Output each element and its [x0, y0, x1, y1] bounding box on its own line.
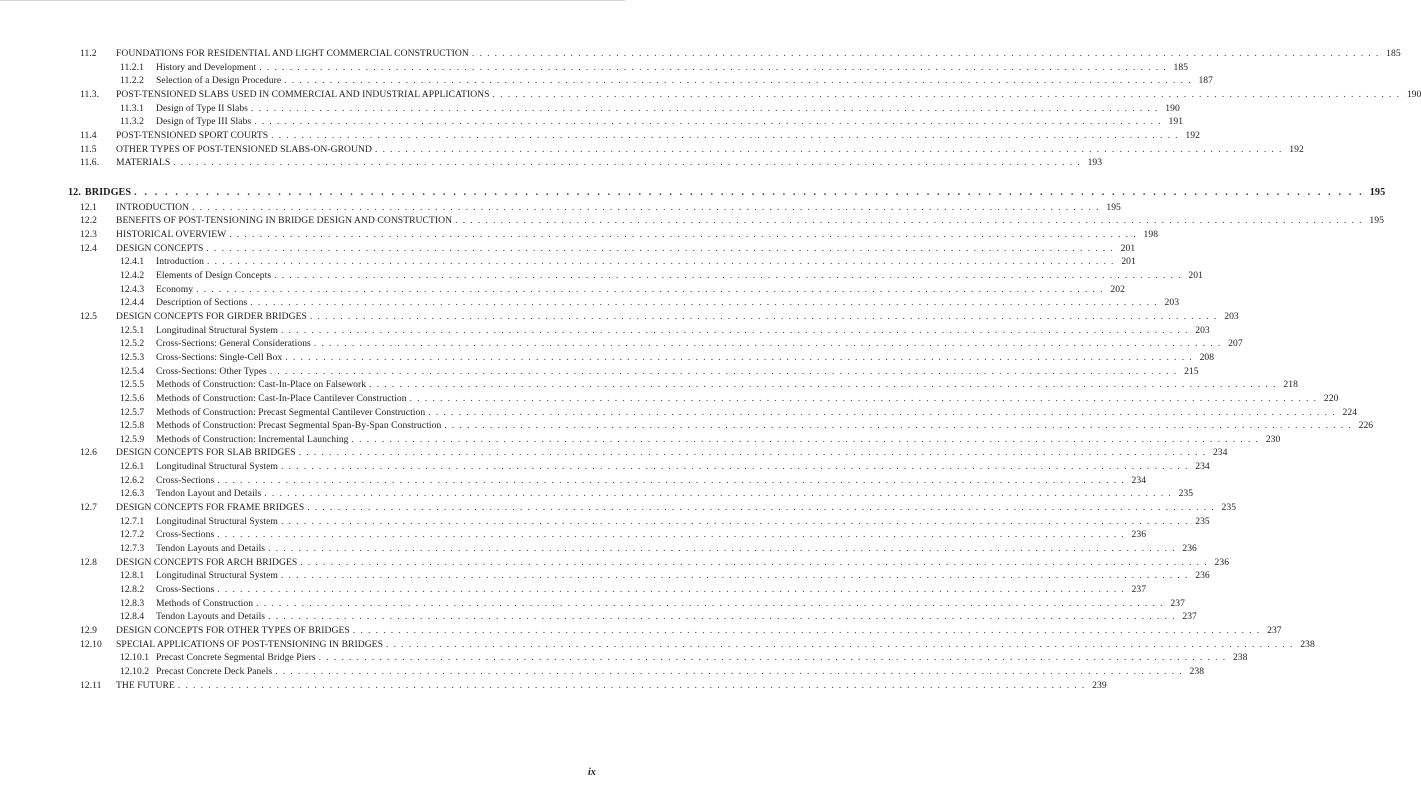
toc-entry-title: Cross-Sections — [156, 584, 215, 595]
toc-section-entry[interactable] — [80, 625, 1282, 637]
toc-entry-number: 12.2 — [80, 215, 97, 226]
dot-leader: . . . . . . . . . . . . . . . . . . . . . . . . . . . . . . . . . . . . . . . . . . . . . . . . . . . . . . . . . . . . . . . . . . . . . . . . . . . . . . . . . . . . . . . . . . . . . . . . . . . . . . . . . . . . . . . . . . . . . . . . — [280, 570, 1189, 581]
page-top-rule — [0, 0, 625, 1]
dot-leader: . . . . . . . . . . . . . . . . . . . . . . . . . . . . . . . . . . . . . . . . . . . . . . . . . . . . . . . . . . . . . . . . . . . . . . . . . . . . . . . . . . . . . . . . . . . . . . . . . . . . . . . . . . . . . . . . . . . . . . . . — [285, 352, 1194, 363]
toc-entry-title: Economy — [156, 284, 194, 295]
toc-entry-title: BENEFITS OF POST-TENSIONING IN BRIDGE DESIGN AND CONSTRUCTION — [116, 215, 453, 226]
toc-entry-title: Methods of Construction — [156, 598, 254, 609]
toc-subsection-entry[interactable] — [120, 75, 1213, 87]
toc-section-entry[interactable] — [80, 243, 1136, 255]
toc-entry-page: 237 — [1170, 598, 1185, 609]
toc-entry-number: 12.5 — [80, 311, 97, 322]
toc-entry-number: 12.4.2 — [120, 270, 145, 281]
toc-entry-number: 12.4.1 — [120, 256, 145, 267]
toc-subsection-entry[interactable] — [120, 284, 1125, 296]
toc-entry-page: 195 — [1106, 202, 1121, 213]
toc-entry-number: 11.2.2 — [120, 75, 144, 86]
toc-entry-page: 237 — [1182, 611, 1197, 622]
toc-section-entry[interactable] — [80, 639, 1315, 651]
toc-entry-page: 236 — [1214, 557, 1230, 568]
toc-entry-title: Introduction — [156, 256, 205, 267]
dot-leader: . . . . . . . . . . . . . . . . . . . . . . . . . . . . . . . . . . . . . . . . . . . . . . . . . . . . . . . . . . . . . . . . . . . . . . . . . . . . . . . . . . . . . . . . . . . . . . . . . . . . . . . . . . . . . . . . . . . . . . . . — [269, 366, 1178, 377]
toc-entry-page: 185 — [1386, 48, 1401, 59]
toc-entry-number: 12.6.1 — [120, 461, 145, 472]
toc-entry-title: Design of Type II Slabs — [156, 103, 248, 114]
toc-entry-page: 190 — [1165, 103, 1180, 114]
dot-leader: . . . . . . . . . . . . . . . . . . . . . . . . . . . . . . . . . . . . . . . . . . . . . . . . . . . . . . . . . . . . . . . . . . . . . . . . . . . . . . . . . . . . . . . . . . . . . . . . . . . . . . . . . . . . . . . . . . . . . . . . — [268, 543, 1176, 554]
dot-leader: . . . . . . . . . . . . . . . . . . . . . . . . . . . . . . . . . . . . . . . . . . . . . . . . . . . . . . . . . . . . . . . . . . . . . . . . . . . . . . . . . . . . . . . . . . . . . . . . . . . . . . . . . . . . . . . . . . . . . . . . — [206, 243, 1115, 254]
toc-entry-number: 12.10.2 — [120, 666, 150, 677]
toc-entry-number: 12.7.3 — [120, 543, 145, 554]
toc-entry-page: 237 — [1131, 584, 1147, 595]
toc-entry-title: DESIGN CONCEPTS — [116, 243, 204, 254]
toc-entry-page: 195 — [1369, 187, 1386, 198]
toc-entry-title: Tendon Layout and Details — [156, 488, 262, 499]
toc-entry-page: 238 — [1232, 652, 1248, 663]
toc-entry-title: Methods of Construction: Precast Segmental Span-By-Span Construction — [156, 420, 442, 431]
toc-entry-number: 11.5 — [80, 144, 97, 155]
toc-entry-title: Tendon Layouts and Details — [156, 543, 266, 554]
toc-subsection-entry[interactable] — [120, 461, 1210, 473]
toc-section-entry[interactable] — [80, 215, 1384, 227]
toc-section-entry[interactable] — [80, 311, 1239, 323]
toc-entry-title: Cross-Sections: Other Types — [156, 366, 267, 377]
toc-entry-page: 235 — [1221, 502, 1237, 513]
toc-entry-title: DESIGN CONCEPTS FOR GIRDER BRIDGES — [116, 311, 307, 322]
toc-entry-number: 12.5.8 — [120, 420, 145, 431]
toc-entry-title: FOUNDATIONS FOR RESIDENTIAL AND LIGHT COMMERCIAL CONSTRUCTION — [116, 48, 469, 59]
dot-leader: . . . . . . . . . . . . . . . . . . . . . . . . . . . . . . . . . . . . . . . . . . . . . . . . . . . . . . . . . . . . . . . . . . . . . . . . . . . . . . . . . . . . . . . . . . . . . . . . . . . . . . . . . . . . . . . . . . . . . . . . — [250, 297, 1159, 308]
toc-entry-page: 215 — [1184, 366, 1199, 377]
toc-subsection-entry[interactable] — [120, 103, 1180, 115]
toc-entry-page: 203 — [1195, 325, 1210, 336]
toc-subsection-entry[interactable] — [120, 270, 1203, 282]
toc-entry-number: 12.11 — [80, 680, 102, 691]
toc-entry-number: 12.7 — [80, 502, 97, 513]
toc-entry-number: 11.4 — [80, 130, 97, 141]
toc-entry-page: 187 — [1198, 75, 1213, 86]
toc-section-entry[interactable] — [80, 48, 1401, 60]
dot-leader: . . . . . . . . . . . . . . . . . . . . . . . . . . . . . . . . . . . . . . . . . . . . . . . . . . . . . . . . . . . . . . . . . . . . . . . . . . . . . . . . . . . . . . . . . . . . . . . . . . . . . . . . . . . . . . . . . . . . . . . . — [217, 529, 1126, 540]
toc-entry-title: Cross-Sections: General Considerations — [156, 338, 311, 349]
toc-entry-title: POST-TENSIONED SPORT COURTS — [116, 130, 269, 141]
toc-subsection-entry[interactable] — [120, 488, 1194, 500]
toc-entry-title: HISTORICAL OVERVIEW — [116, 229, 227, 240]
toc-entry-title: Design of Type III Slabs — [156, 116, 252, 127]
toc-entry-page: 224 — [1342, 407, 1358, 418]
toc-entry-number: 12.5.1 — [120, 325, 145, 336]
toc-entry-page: 201 — [1188, 270, 1203, 281]
toc-subsection-entry[interactable] — [120, 611, 1197, 623]
toc-subsection-entry[interactable] — [120, 529, 1147, 541]
dot-leader: . . . . . . . . . . . . . . . . . . . . . . . . . . . . . . . . . . . . . . . . . . . . . . . . . . . . . . . . . . . . . . . . . . . . . . . . . . . . . . . . . . . . . . . . . . . . . . . . . . . . . . . . . . . . . . . . . . . . . . . . — [280, 325, 1189, 336]
toc-entry-title: Description of Sections — [156, 297, 248, 308]
toc-entry-number: 11.2 — [80, 48, 97, 59]
toc-entry-title: DESIGN CONCEPTS FOR FRAME BRIDGES — [116, 502, 305, 513]
toc-entry-number: 12.5.9 — [120, 434, 145, 445]
toc-entry-number: 12.8.2 — [120, 584, 145, 595]
dot-leader: . . . . . . . . . . . . . . . . . . . . . . . . . . . . . . . . . . . . . . . . . . . . . . . . . . . . . . . . . . . . . . . . . . . . . . . . . . . . . . . . . . . . . . . . . . . . . . . . . . . . . . . . . . . . . . . . . . . . . . . . — [471, 48, 1380, 59]
toc-entry-number: 12.8.4 — [120, 611, 145, 622]
toc-entry-title: History and Development — [156, 62, 257, 73]
toc-subsection-entry[interactable] — [120, 256, 1136, 268]
dot-leader: . . . . . . . . . . . . . . . . . . . . . . . . . . . . . . . . . . . . . . . . . . . . . . . . . . . . . . . . . . . . . . . . . . . . . . . . . . . . . . . . . . . . . . . . . . . . . . . . . . . . . . . . . . . . . . . . . . . . . . . . — [298, 447, 1207, 458]
toc-entry-number: 12.5.6 — [120, 393, 145, 404]
toc-entry-number: 12.8 — [80, 557, 97, 568]
toc-entry-page: 208 — [1199, 352, 1215, 363]
toc-entry-number: 12.4.3 — [120, 284, 145, 295]
toc-subsection-entry[interactable] — [120, 297, 1180, 309]
toc-entry-page: 203 — [1224, 311, 1239, 322]
toc-entry-page: 234 — [1195, 461, 1210, 472]
toc-entry-title: BRIDGES — [84, 187, 132, 198]
dot-leader: . . . . . . . . . . . . . . . . . . . . . . . . . . . . . . . . . . . . . . . . . . . . . . . . . . . . . . . . . . . . . . . . . . . . . . . . . . . . . . . . . . . . . . . . . . . . . . . . . . . . . . . . . . . . . . . . . . . . . . . . — [250, 103, 1159, 114]
toc-entry-page: 226 — [1358, 420, 1374, 431]
toc-entry-page: 201 — [1120, 243, 1136, 254]
dot-leader: . . . . . . . . . . . . . . . . . . . . . . . . . . . . . . . . . . . . . . . . . . . . . . . . . . . . . . . . . . . . . . . . . . . . . . . . . . . . . . . . . . . . . . . . . . . . . . . . . . . . . . . . . . . . . . . . . . . . . . . . — [275, 666, 1184, 677]
toc-subsection-entry[interactable] — [120, 543, 1197, 555]
toc-section-entry[interactable] — [80, 130, 1200, 142]
toc-entry-title: OTHER TYPES OF POST-TENSIONED SLABS-ON-GROUND — [116, 144, 372, 155]
dot-leader: . . . . . . . . . . . . . . . . . . . . . . . . . . . . . . . . . . . . . . . . . . . . . . . . . . . . . . . . . . . . . . . . . . . . . . . . . . . . . . . . . . . . . . . . . . . . . . . . . . . . . . . . . . . . . . . . . . . . . . . . — [351, 434, 1260, 445]
dot-leader: . . . . . . . . . . . . . . . . . . . . . . . . . . . . . . . . . . . . . . . . . . . . . . . . . . . . . . . . . . . . . . . . . . . . . . . . . . . . . . . . . . . . . . . . . . . . . . . . . . . . . . . . . . . . . . . . . . . . . . . . — [254, 116, 1163, 127]
toc-entry-number: 12.6.2 — [120, 475, 145, 486]
toc-section-entry[interactable] — [80, 144, 1304, 156]
toc-entry-page: 218 — [1283, 379, 1298, 390]
toc-section-entry[interactable] — [80, 557, 1230, 569]
toc-entry-title: Precast Concrete Deck Panels — [156, 666, 273, 677]
toc-subsection-entry[interactable] — [120, 666, 1205, 678]
toc-entry-page: 191 — [1168, 116, 1184, 127]
toc-entry-number: 12.5.3 — [120, 352, 145, 363]
dot-leader: . . . . . . . . . . . . . . . . . . . . . . . . . . . . . . . . . . . . . . . . . . . . . . . . . . . . . . . . . . . . . . . . . . . . . . . . . . . . . . . . . . . . . . . . . . . . . . . . . . . . . . . . . . . . . . . . . . . . . . . . — [318, 652, 1227, 663]
toc-entry-number: 12. — [68, 187, 81, 198]
toc-entry-number: 12.7.1 — [120, 516, 145, 527]
dot-leader: . . . . . . . . . . . . . . . . . . . . . . . . . . . . . . . . . . . . . . . . . . . . . . . . . . . . . . . . . . . . . . . . . . . . . . . . . . . . . . . . . . . . . . . . . . . . . . . . . . . . . . . . . . . . . . . . . . . . . . . . — [280, 461, 1189, 472]
toc-entry-page: 193 — [1087, 157, 1103, 168]
toc-subsection-entry[interactable] — [120, 584, 1147, 596]
toc-entry-title: Longitudinal Structural System — [156, 516, 278, 527]
toc-subsection-entry[interactable] — [120, 407, 1358, 419]
toc-subsection-entry[interactable] — [120, 434, 1281, 446]
toc-entry-number: 12.7.2 — [120, 529, 145, 540]
toc-entry-page: 203 — [1164, 297, 1180, 308]
dot-leader: . . . . . . . . . . . . . . . . . . . . . . . . . . . . . . . . . . . . . . . . . . . . . . . . . . . . . . . . . . . . . . . . . . . . . . . . . . . . . . . . . . . . . . . . . . . . . . . . . . . . . . . . . . . . . . . . . . . . . . . . — [409, 393, 1318, 404]
toc-section-entry[interactable] — [80, 502, 1237, 514]
toc-subsection-entry[interactable] — [120, 379, 1298, 391]
toc-subsection-entry[interactable] — [120, 475, 1147, 487]
toc-entry-title: Cross-Sections — [156, 529, 215, 540]
dot-leader: . . . . . . . . . . . . . . . . . . . . . . . . . . . . . . . . . . . . . . . . . . . . . . . . . . . . . . . . . . . . . . . . . . . . . . . . . . . . . . . . . . . . . . . . . . . . . . . . . . . . . . . . . . . . . . . . . . . . . . . . — [492, 89, 1401, 100]
toc-subsection-entry[interactable] — [120, 393, 1339, 405]
toc-entry-title: Longitudinal Structural System — [156, 570, 278, 581]
toc-subsection-entry[interactable] — [120, 366, 1199, 378]
toc-entry-page: 234 — [1131, 475, 1147, 486]
dot-leader: . . . . . . . . . . . . . . . . . . . . . . . . . . . . . . . . . . . . . . . . . . . . . . . . . . . . . . . . . . . . . . . . . . . . . . . . . . . . . . . . . . . . . . . . . . . . . . . . . . . . . . . . . . . . . . . . . . . . . . . . — [217, 475, 1126, 486]
dot-leader: . . . . . . . . . . . . . . . . . . . . . . . . . . . . . . . . . . . . . . . . . . . . . . . . . . . . . . . . . . . . . . . . . . . . . . . . . . . . . . . . . . . . . . . . . . . . . . . . . . . . . . . . . . . . . . . . . . . . . . . . — [307, 502, 1216, 513]
toc-section-entry[interactable] — [80, 202, 1121, 214]
toc-entry-number: 11.3.1 — [120, 103, 144, 114]
dot-leader: . . . . . . . . . . . . . . . . . . . . . . . . . . . . . . . . . . . . . . . . . . . . . . . . . . . . . . . . . . . . . . . . . . . . . . . . . . . . . . . . . . . . . . . . . . . . . . . . . . . . . . . . . . . . . . . . . . . . . . . . — [256, 598, 1164, 609]
toc-entry-page: 234 — [1212, 447, 1228, 458]
toc-entry-title: Cross-Sections — [156, 475, 215, 486]
toc-entry-number: 12.5.5 — [120, 379, 145, 390]
toc-subsection-entry[interactable] — [120, 598, 1185, 610]
dot-leader: . . . . . . . . . . . . . . . . . . . . . . . . . . . . . . . . . . . . . . . . . . . . . . . . . . . . . . . . . . . . . . . . . . . . . . . . . . . . . . . . . . . . . . . . . . . . . . . . . . . . . . . . . . . . . . . . . . . . . . . . — [134, 187, 1365, 198]
toc-entry-number: 12.1 — [80, 202, 97, 213]
toc-subsection-entry[interactable] — [120, 570, 1210, 582]
toc-entry-page: 190 — [1406, 89, 1421, 100]
toc-entry-page: 236 — [1131, 529, 1147, 540]
toc-entry-title: Longitudinal Structural System — [156, 461, 278, 472]
dot-leader: . . . . . . . . . . . . . . . . . . . . . . . . . . . . . . . . . . . . . . . . . . . . . . . . . . . . . . . . . . . . . . . . . . . . . . . . . . . . . . . . . . . . . . . . . . . . . . . . . . . . . . . . . . . . . . . . . . . . . . . . — [264, 488, 1173, 499]
toc-entry-number: 12.3 — [80, 229, 97, 240]
dot-leader: . . . . . . . . . . . . . . . . . . . . . . . . . . . . . . . . . . . . . . . . . . . . . . . . . . . . . . . . . . . . . . . . . . . . . . . . . . . . . . . . . . . . . . . . . . . . . . . . . . . . . . . . . . . . . . . . . . . . . . . . — [284, 75, 1192, 86]
dot-leader: . . . . . . . . . . . . . . . . . . . . . . . . . . . . . . . . . . . . . . . . . . . . . . . . . . . . . . . . . . . . . . . . . . . . . . . . . . . . . . . . . . . . . . . . . . . . . . . . . . . . . . . . . . . . . . . . . . . . . . . . — [309, 311, 1218, 322]
toc-entry-number: 11.3. — [80, 89, 100, 100]
dot-leader: . . . . . . . . . . . . . . . . . . . . . . . . . . . . . . . . . . . . . . . . . . . . . . . . . . . . . . . . . . . . . . . . . . . . . . . . . . . . . . . . . . . . . . . . . . . . . . . . . . . . . . . . . . . . . . . . . . . . . . . . — [385, 639, 1294, 650]
toc-subsection-entry[interactable] — [120, 116, 1184, 128]
toc-entry-page: 195 — [1369, 215, 1384, 226]
toc-entry-title: Precast Concrete Segmental Bridge Piers — [156, 652, 316, 663]
toc-subsection-entry[interactable] — [120, 338, 1243, 350]
toc-subsection-entry[interactable] — [120, 325, 1210, 337]
toc-entry-title: INTRODUCTION — [116, 202, 190, 213]
toc-entry-page: 198 — [1143, 229, 1159, 240]
toc-entry-number: 12.5.4 — [120, 366, 145, 377]
toc-section-entry[interactable] — [80, 89, 1421, 101]
toc-entry-page: 235 — [1178, 488, 1194, 499]
toc-subsection-entry[interactable] — [120, 352, 1215, 364]
toc-section-entry[interactable] — [80, 447, 1228, 459]
toc-entry-title: Selection of a Design Procedure — [156, 75, 282, 86]
toc-entry-title: Cross-Sections: Single-Cell Box — [156, 352, 283, 363]
toc-entry-title: POST-TENSIONED SLABS USED IN COMMERCIAL AND INDUSTRIAL APPLICATIONS — [116, 89, 490, 100]
toc-entry-page: 220 — [1323, 393, 1339, 404]
toc-entry-title: Methods of Construction: Incremental Launching — [156, 434, 349, 445]
toc-entry-number: 12.5.2 — [120, 338, 145, 349]
toc-entry-title: Methods of Construction: Cast-In-Place Cantilever Construction — [156, 393, 407, 404]
toc-section-entry[interactable] — [80, 157, 1103, 169]
toc-section-entry[interactable] — [80, 680, 1107, 692]
dot-leader: . . . . . . . . . . . . . . . . . . . . . . . . . . . . . . . . . . . . . . . . . . . . . . . . . . . . . . . . . . . . . . . . . . . . . . . . . . . . . . . . . . . . . . . . . . . . . . . . . . . . . . . . . . . . . . . . . . . . . . . . — [271, 130, 1179, 141]
toc-entry-number: 12.6 — [80, 447, 97, 458]
toc-entry-title: Methods of Construction: Cast-In-Place on Falsework — [156, 379, 367, 390]
toc-entry-page: 238 — [1300, 639, 1315, 650]
toc-entry-title: Longitudinal Structural System — [156, 325, 278, 336]
toc-entry-page: 238 — [1189, 666, 1205, 677]
dot-leader: . . . . . . . . . . . . . . . . . . . . . . . . . . . . . . . . . . . . . . . . . . . . . . . . . . . . . . . . . . . . . . . . . . . . . . . . . . . . . . . . . . . . . . . . . . . . . . . . . . . . . . . . . . . . . . . . . . . . . . . . — [280, 516, 1189, 527]
dot-leader: . . . . . . . . . . . . . . . . . . . . . . . . . . . . . . . . . . . . . . . . . . . . . . . . . . . . . . . . . . . . . . . . . . . . . . . . . . . . . . . . . . . . . . . . . . . . . . . . . . . . . . . . . . . . . . . . . . . . . . . . — [268, 611, 1176, 622]
toc-subsection-entry[interactable] — [120, 516, 1210, 528]
dot-leader: . . . . . . . . . . . . . . . . . . . . . . . . . . . . . . . . . . . . . . . . . . . . . . . . . . . . . . . . . . . . . . . . . . . . . . . . . . . . . . . . . . . . . . . . . . . . . . . . . . . . . . . . . . . . . . . . . . . . . . . . — [192, 202, 1100, 213]
toc-entry-number: 12.8.1 — [120, 570, 145, 581]
dot-leader: . . . . . . . . . . . . . . . . . . . . . . . . . . . . . . . . . . . . . . . . . . . . . . . . . . . . . . . . . . . . . . . . . . . . . . . . . . . . . . . . . . . . . . . . . . . . . . . . . . . . . . . . . . . . . . . . . . . . . . . . — [369, 379, 1277, 390]
toc-entry-page: 236 — [1182, 543, 1197, 554]
toc-entry-number: 12.9 — [80, 625, 97, 636]
toc-entry-title: SPECIAL APPLICATIONS OF POST-TENSIONING IN BRIDGES — [116, 639, 383, 650]
toc-subsection-entry[interactable] — [120, 62, 1189, 74]
dot-leader: . . . . . . . . . . . . . . . . . . . . . . . . . . . . . . . . . . . . . . . . . . . . . . . . . . . . . . . . . . . . . . . . . . . . . . . . . . . . . . . . . . . . . . . . . . . . . . . . . . . . . . . . . . . . . . . . . . . . . . . . — [444, 420, 1353, 431]
toc-entry-page: 201 — [1121, 256, 1136, 267]
toc-entry-page: 207 — [1228, 338, 1243, 349]
toc-entry-page: 237 — [1267, 625, 1282, 636]
toc-entry-title: Elements of Design Concepts — [156, 270, 272, 281]
toc-entry-number: 12.5.7 — [120, 407, 145, 418]
dot-leader: . . . . . . . . . . . . . . . . . . . . . . . . . . . . . . . . . . . . . . . . . . . . . . . . . . . . . . . . . . . . . . . . . . . . . . . . . . . . . . . . . . . . . . . . . . . . . . . . . . . . . . . . . . . . . . . . . . . . . . . . — [173, 157, 1082, 168]
page-number: ix — [588, 767, 596, 778]
dot-leader: . . . . . . . . . . . . . . . . . . . . . . . . . . . . . . . . . . . . . . . . . . . . . . . . . . . . . . . . . . . . . . . . . . . . . . . . . . . . . . . . . . . . . . . . . . . . . . . . . . . . . . . . . . . . . . . . . . . . . . . . — [455, 215, 1363, 226]
toc-entry-page: 236 — [1195, 570, 1210, 581]
toc-entry-title: THE FUTURE — [116, 680, 175, 691]
toc-entry-number: 11.3.2 — [120, 116, 144, 127]
dot-leader: . . . . . . . . . . . . . . . . . . . . . . . . . . . . . . . . . . . . . . . . . . . . . . . . . . . . . . . . . . . . . . . . . . . . . . . . . . . . . . . . . . . . . . . . . . . . . . . . . . . . . . . . . . . . . . . . . . . . . . . . — [196, 284, 1104, 295]
toc-subsection-entry[interactable] — [120, 420, 1374, 432]
toc-entry-number: 12.10.1 — [120, 652, 150, 663]
toc-entry-page: 239 — [1092, 680, 1107, 691]
dot-leader: . . . . . . . . . . . . . . . . . . . . . . . . . . . . . . . . . . . . . . . . . . . . . . . . . . . . . . . . . . . . . . . . . . . . . . . . . . . . . . . . . . . . . . . . . . . . . . . . . . . . . . . . . . . . . . . . . . . . . . . . — [217, 584, 1126, 595]
toc-entry-page: 202 — [1110, 284, 1125, 295]
dot-leader: . . . . . . . . . . . . . . . . . . . . . . . . . . . . . . . . . . . . . . . . . . . . . . . . . . . . . . . . . . . . . . . . . . . . . . . . . . . . . . . . . . . . . . . . . . . . . . . . . . . . . . . . . . . . . . . . . . . . . . . . — [313, 338, 1222, 349]
toc-entry-title: DESIGN CONCEPTS FOR OTHER TYPES OF BRIDGES — [116, 625, 350, 636]
toc-entry-title: Methods of Construction: Precast Segmental Cantilever Construction — [156, 407, 426, 418]
dot-leader: . . . . . . . . . . . . . . . . . . . . . . . . . . . . . . . . . . . . . . . . . . . . . . . . . . . . . . . . . . . . . . . . . . . . . . . . . . . . . . . . . . . . . . . . . . . . . . . . . . . . . . . . . . . . . . . . . . . . . . . . — [229, 229, 1138, 240]
dot-leader: . . . . . . . . . . . . . . . . . . . . . . . . . . . . . . . . . . . . . . . . . . . . . . . . . . . . . . . . . . . . . . . . . . . . . . . . . . . . . . . . . . . . . . . . . . . . . . . . . . . . . . . . . . . . . . . . . . . . . . . . — [352, 625, 1261, 636]
toc-entry-page: 185 — [1173, 62, 1189, 73]
dot-leader: . . . . . . . . . . . . . . . . . . . . . . . . . . . . . . . . . . . . . . . . . . . . . . . . . . . . . . . . . . . . . . . . . . . . . . . . . . . . . . . . . . . . . . . . . . . . . . . . . . . . . . . . . . . . . . . . . . . . . . . . — [177, 680, 1086, 691]
toc-entry-number: 12.8.3 — [120, 598, 145, 609]
toc-subsection-entry[interactable] — [120, 652, 1248, 664]
toc-chapter-entry[interactable] — [68, 187, 1386, 199]
toc-entry-title: DESIGN CONCEPTS FOR ARCH BRIDGES — [116, 557, 298, 568]
toc-entry-title: Tendon Layouts and Details — [156, 611, 266, 622]
toc-entry-page: 230 — [1265, 434, 1281, 445]
dot-leader: . . . . . . . . . . . . . . . . . . . . . . . . . . . . . . . . . . . . . . . . . . . . . . . . . . . . . . . . . . . . . . . . . . . . . . . . . . . . . . . . . . . . . . . . . . . . . . . . . . . . . . . . . . . . . . . . . . . . . . . . — [274, 270, 1182, 281]
dot-leader: . . . . . . . . . . . . . . . . . . . . . . . . . . . . . . . . . . . . . . . . . . . . . . . . . . . . . . . . . . . . . . . . . . . . . . . . . . . . . . . . . . . . . . . . . . . . . . . . . . . . . . . . . . . . . . . . . . . . . . . . — [374, 144, 1283, 155]
toc-entry-number: 12.4.4 — [120, 297, 145, 308]
toc-entry-number: 12.6.3 — [120, 488, 145, 499]
toc-entry-page: 192 — [1185, 130, 1200, 141]
toc-entry-number: 12.4 — [80, 243, 97, 254]
dot-leader: . . . . . . . . . . . . . . . . . . . . . . . . . . . . . . . . . . . . . . . . . . . . . . . . . . . . . . . . . . . . . . . . . . . . . . . . . . . . . . . . . . . . . . . . . . . . . . . . . . . . . . . . . . . . . . . . . . . . . . . . — [428, 407, 1337, 418]
toc-entry-title: MATERIALS — [116, 157, 171, 168]
toc-entry-number: 11.6. — [80, 157, 100, 168]
toc-entry-number: 11.2.1 — [120, 62, 144, 73]
toc-entry-page: 235 — [1195, 516, 1210, 527]
toc-entry-title: DESIGN CONCEPTS FOR SLAB BRIDGES — [116, 447, 296, 458]
dot-leader: . . . . . . . . . . . . . . . . . . . . . . . . . . . . . . . . . . . . . . . . . . . . . . . . . . . . . . . . . . . . . . . . . . . . . . . . . . . . . . . . . . . . . . . . . . . . . . . . . . . . . . . . . . . . . . . . . . . . . . . . — [259, 62, 1168, 73]
dot-leader: . . . . . . . . . . . . . . . . . . . . . . . . . . . . . . . . . . . . . . . . . . . . . . . . . . . . . . . . . . . . . . . . . . . . . . . . . . . . . . . . . . . . . . . . . . . . . . . . . . . . . . . . . . . . . . . . . . . . . . . . — [300, 557, 1209, 568]
dot-leader: . . . . . . . . . . . . . . . . . . . . . . . . . . . . . . . . . . . . . . . . . . . . . . . . . . . . . . . . . . . . . . . . . . . . . . . . . . . . . . . . . . . . . . . . . . . . . . . . . . . . . . . . . . . . . . . . . . . . . . . . — [207, 256, 1115, 267]
toc-entry-number: 12.10 — [80, 639, 102, 650]
toc-entry-page: 192 — [1289, 144, 1304, 155]
toc-section-entry[interactable] — [80, 229, 1159, 241]
